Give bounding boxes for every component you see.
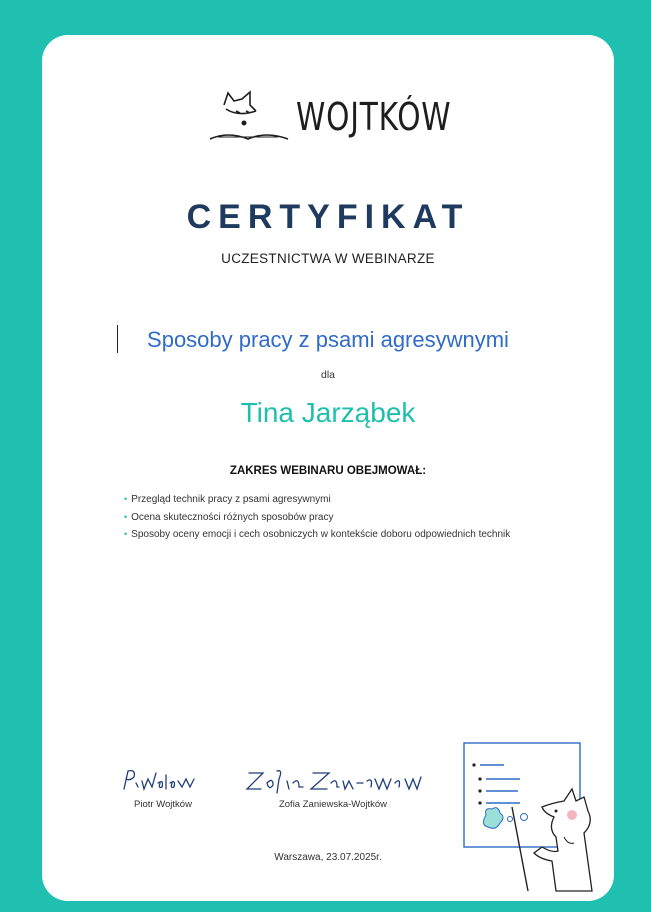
place-date: Warszawa, 23.07.2025r. (274, 852, 382, 863)
list-item: • Ocena skuteczności różnych sposobów pracy (124, 511, 334, 523)
brand-name: WOJTKÓW (296, 95, 452, 139)
webinar-title: Sposoby pracy z psami agresywnymi (147, 327, 509, 352)
signatory-name-1: Piotr Wojtków (134, 799, 192, 810)
certificate-card (42, 35, 614, 901)
brand-logo (208, 87, 452, 149)
scope-list (124, 491, 544, 544)
recipient-name: Tina Jarząbek (240, 397, 416, 428)
list-item: • Przegląd technik pracy z psami agresywnymi (124, 494, 331, 505)
signatory-name-2: Zofia Zaniewska-Wojtków (278, 799, 388, 810)
certificate-title: CERTYFIKAT (186, 198, 470, 236)
fox-whiteboard-icon (460, 741, 614, 901)
fox-reading-icon (208, 87, 294, 149)
certificate-subtitle: UCZESTNICTWA W WEBINARZE (221, 251, 435, 266)
signature-block-2 (228, 765, 438, 810)
signature-block-1 (108, 765, 218, 810)
bullet-icon: • (124, 511, 128, 522)
for-label: dla (320, 369, 335, 381)
list-item: • Sposoby oceny emocji i cech osobniczych w kontekście doboru odpowiednich technik (124, 529, 511, 540)
bullet-icon: • (124, 529, 128, 539)
scope-heading: ZAKRES WEBINARU OBEJMOWAŁ: (229, 465, 427, 477)
signature-1 (118, 765, 208, 795)
bullet-icon: • (124, 494, 128, 504)
signature-2 (233, 765, 433, 795)
